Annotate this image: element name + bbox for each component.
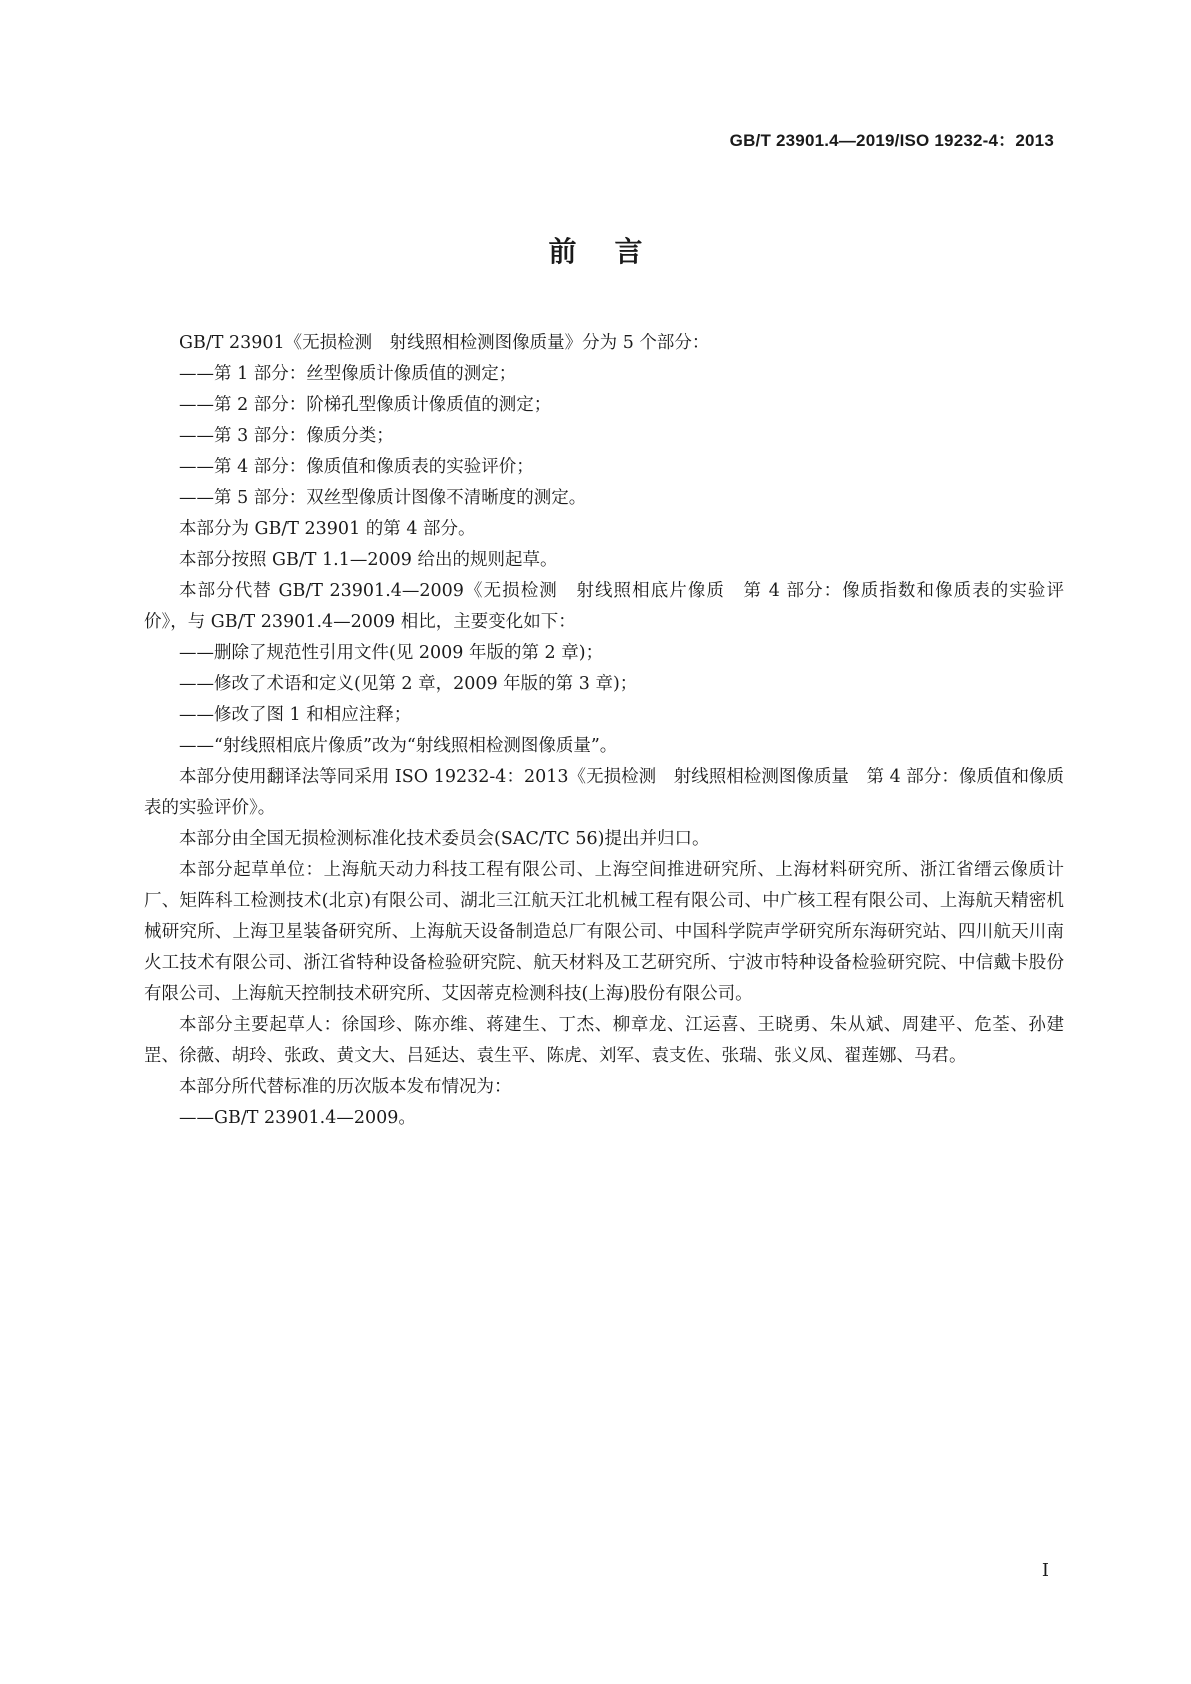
foreword-body — [144, 328, 1064, 1134]
list-item-previous-edition: ——GB/T 23901.4—2009。 — [179, 1108, 416, 1128]
page-number: I — [1041, 1560, 1049, 1581]
paragraph-this-part: 本部分为 GB/T 23901 的第 4 部分。 — [179, 519, 476, 539]
paragraph-replaces: 本部分代替 GB/T 23901.4—2009《无损检测 射线照相底片像质 第 4 部分：像质指数和像质表的实验评价》，与 GB/T 23901.4—2009 相比，主要变化如下： — [144, 581, 1064, 632]
paragraph-drafting-units: 本部分起草单位：上海航天动力科技工程有限公司、上海空间推进研究所、上海材料研究所、浙江省缙云像质计厂、矩阵科工检测技术(北京)有限公司、湖北三江航天江北机械工程有限公司、中广核工程有限公司、上海航天精密机械研究所、上海卫星装备研究所、上海航天设备制造总厂有限公司、中国科学院声学研究所东海研究站、四川航天川南火工技术有限公司、浙江省特种设备检验研究院、航天材料及工艺研究所、宁波市特种设备检验研究院、中信戴卡股份有限公司、上海航天控制技术研究所、艾因蒂克检测科技(上海)股份有限公司。 — [144, 860, 1064, 1004]
list-item-change4: ——“射线照相底片像质”改为“射线照相检测图像质量”。 — [179, 736, 618, 756]
paragraph-drafters: 本部分主要起草人：徐国珍、陈亦维、蒋建生、丁杰、柳章龙、江运喜、王晓勇、朱从斌、周建平、危荃、孙建罡、徐薇、胡玲、张政、黄文大、吕延达、袁生平、陈虎、刘军、袁支佐、张瑞、张义凤、翟莲娜、马君。 — [144, 1015, 1064, 1066]
page-title: 前言 — [548, 235, 681, 268]
paragraph-proposed-by: 本部分由全国无损检测标准化技术委员会(SAC/TC 56)提出并归口。 — [179, 829, 710, 849]
paragraph-translation: 本部分使用翻译法等同采用 ISO 19232-4：2013《无损检测 射线照相检测图像质量 第 4 部分：像质值和像质表的实验评价》。 — [144, 767, 1064, 818]
list-item-change3: ——修改了图 1 和相应注释； — [179, 705, 412, 725]
paragraph-drafting-rules: 本部分按照 GB/T 1.1—2009 给出的规则起草。 — [179, 550, 558, 570]
list-item-change2: ——修改了术语和定义(见第 2 章，2009 年版的第 3 章)； — [179, 674, 638, 694]
list-item-part5: ——第 5 部分：双丝型像质计图像不清晰度的测定。 — [179, 488, 587, 508]
paragraph-parts-intro: GB/T 23901《无损检测 射线照相检测图像质量》分为 5 个部分： — [179, 333, 710, 353]
list-item-part2: ——第 2 部分：阶梯孔型像质计像质值的测定； — [179, 395, 552, 415]
standard-code-header: GB/T 23901.4—2019/ISO 19232-4：2013 — [729, 131, 1054, 150]
list-item-part3: ——第 3 部分：像质分类； — [179, 426, 394, 446]
list-item-part4: ——第 4 部分：像质值和像质表的实验评价； — [179, 457, 534, 477]
list-item-part1: ——第 1 部分：丝型像质计像质值的测定； — [179, 364, 517, 384]
list-item-change1: ——删除了规范性引用文件(见 2009 年版的第 2 章)； — [179, 643, 604, 663]
paragraph-previous-editions: 本部分所代替标准的历次版本发布情况为： — [179, 1077, 512, 1097]
